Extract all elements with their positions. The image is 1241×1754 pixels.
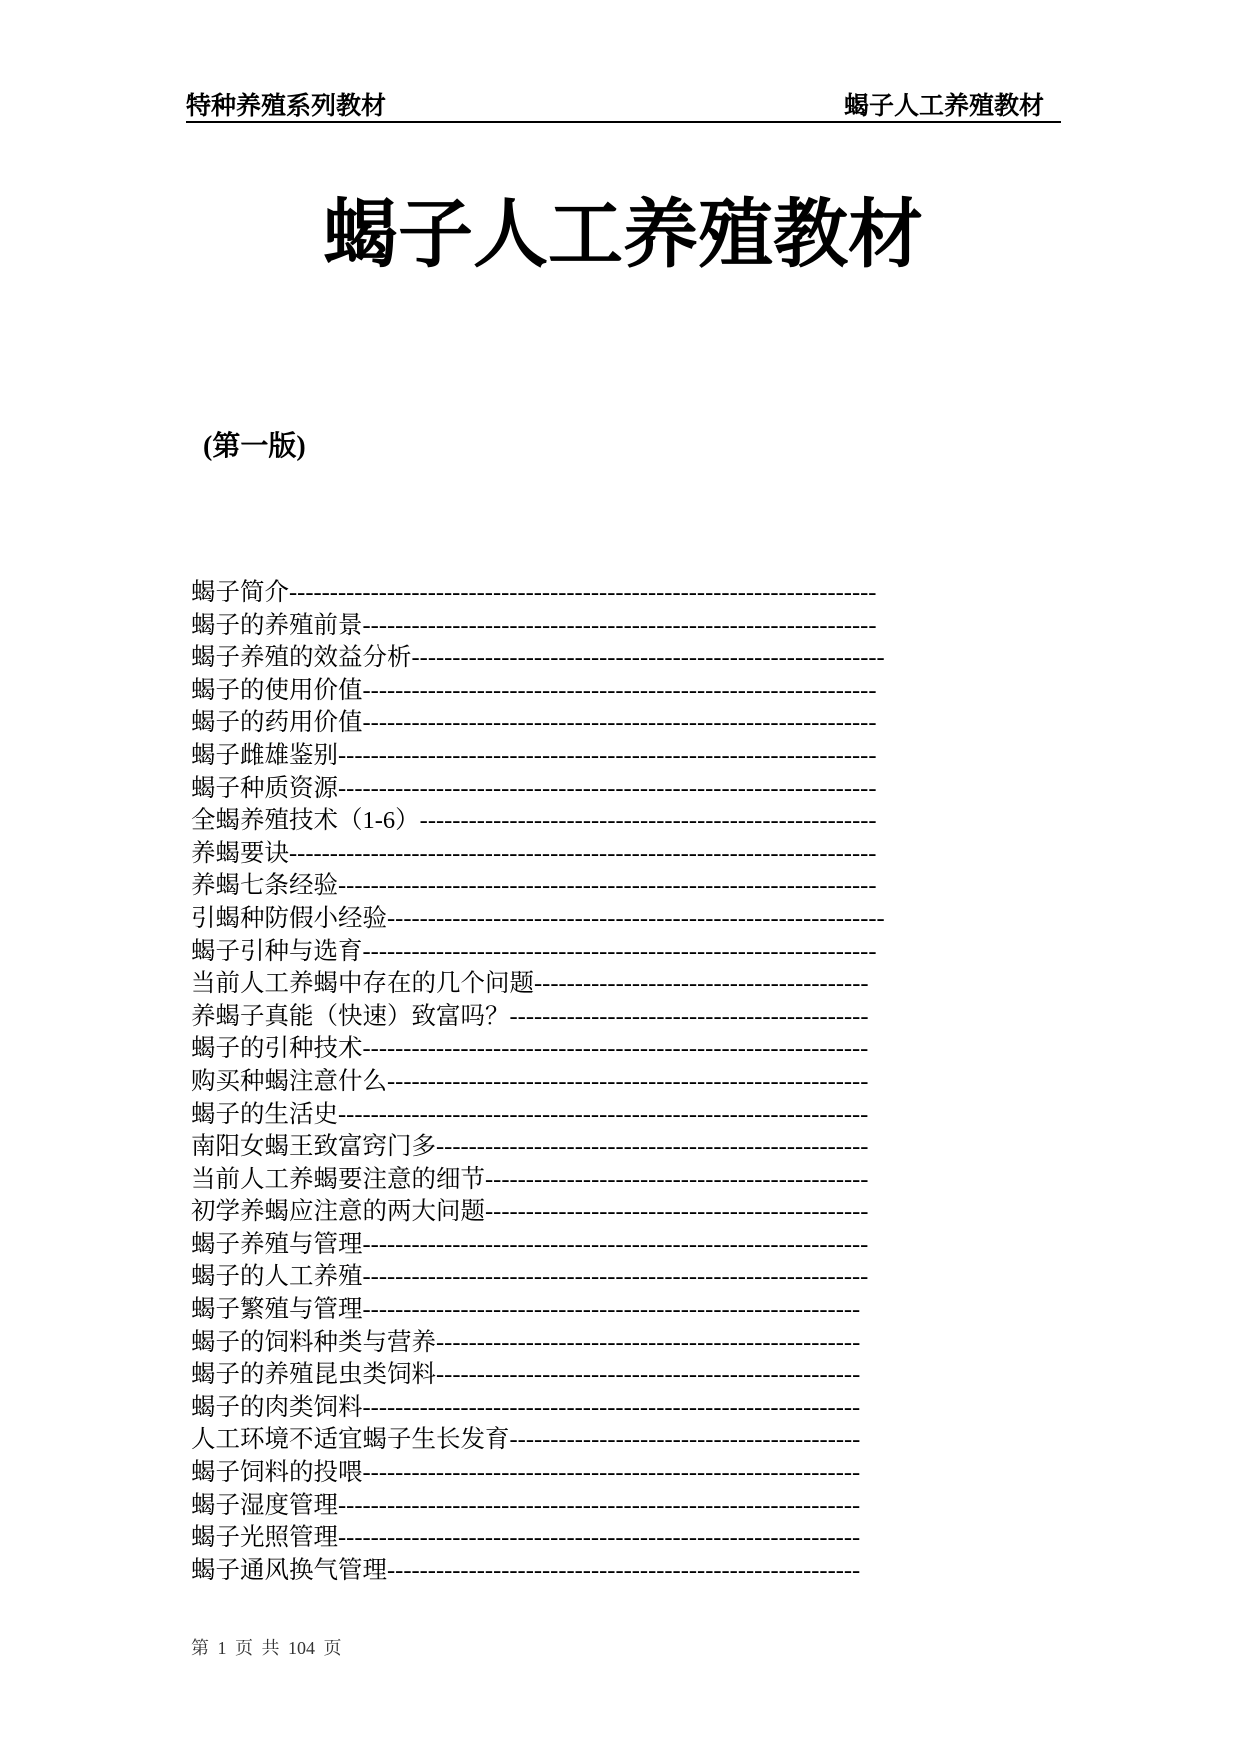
footer-page-unit: 页 <box>235 1638 253 1658</box>
toc-entry <box>191 1327 891 1360</box>
toc-dash-leader: ------------------------------------------------------------- <box>362 1459 861 1487</box>
total-pages: 104 <box>288 1638 315 1658</box>
toc-entry <box>191 610 891 643</box>
toc-entry-title: 蝎子雌雄鉴别 <box>191 741 338 769</box>
toc-entry-title: 全蝎养殖技术（1-6） <box>191 807 420 835</box>
toc-entry-title: 蝎子湿度管理 <box>191 1491 338 1519</box>
toc-dash-leader: ------------------------------------------- <box>509 1426 861 1454</box>
toc-entry <box>191 773 891 806</box>
toc-entry <box>191 1359 891 1392</box>
toc-dash-leader: ----------------------------------------------- <box>485 1198 869 1226</box>
toc-entry-title: 蝎子饲料的投喂 <box>191 1459 363 1487</box>
toc-entry <box>191 577 891 610</box>
toc-entry-title: 蝎子引种与选育 <box>191 937 363 965</box>
table-of-contents <box>191 577 891 1587</box>
toc-entry <box>191 870 891 903</box>
toc-entry-title: 人工环境不适宜蝎子生长发育 <box>191 1426 510 1454</box>
toc-entry <box>191 805 891 838</box>
toc-entry <box>191 1424 891 1457</box>
toc-dash-leader: ------------------------------------------------------------------------ <box>289 839 877 867</box>
page-number: 1 <box>217 1638 227 1658</box>
toc-entry-title: 蝎子的使用价值 <box>191 676 363 704</box>
toc-entry <box>191 1490 891 1523</box>
toc-entry <box>191 1033 891 1066</box>
toc-entry-title: 当前人工养蝎要注意的细节 <box>191 1165 485 1193</box>
toc-entry-title: 蝎子通风换气管理 <box>191 1556 387 1584</box>
edition-label: (第一版) <box>203 431 306 462</box>
toc-dash-leader: ------------------------------------------------------------------------ <box>289 579 877 606</box>
running-header-book-title: 蝎子人工养殖教材 <box>843 93 1044 120</box>
toc-entry-title: 蝎子的引种技术 <box>191 1035 363 1063</box>
toc-entry-title: 蝎子的药用价值 <box>191 709 363 737</box>
footer-total-word: 共 <box>261 1638 280 1658</box>
toc-dash-leader: --------------------------------------------------------------- <box>362 709 877 737</box>
toc-dash-leader: ---------------------------------------------------- <box>436 1361 861 1389</box>
toc-dash-leader: --------------------------------------------------------------- <box>362 676 877 704</box>
toc-dash-leader: -------------------------------------------------------- <box>419 807 877 835</box>
toc-entry <box>191 642 891 675</box>
toc-entry <box>191 968 891 1001</box>
toc-dash-leader: ----------------------------------------------------------- <box>387 1067 869 1095</box>
toc-dash-leader: ------------------------------------------------------------------ <box>338 774 877 802</box>
toc-entry-title: 养蝎七条经验 <box>191 872 338 900</box>
toc-entry <box>191 1261 891 1294</box>
toc-entry-title: 购买种蝎注意什么 <box>191 1067 387 1095</box>
footer-total-unit: 页 <box>323 1638 342 1658</box>
toc-entry <box>191 1457 891 1490</box>
toc-entry <box>191 1099 891 1132</box>
toc-dash-leader: -------------------------------------------------------------- <box>362 1263 869 1291</box>
toc-dash-leader: ------------------------------------------------------------------ <box>338 872 877 900</box>
toc-entry-title: 蝎子光照管理 <box>191 1524 338 1552</box>
toc-entry-title: 南阳女蝎王致富窍门多 <box>191 1133 436 1161</box>
document-title: 蝎子人工养殖教材 <box>322 194 923 277</box>
toc-dash-leader: ------------------------------------------------------------- <box>362 1393 861 1421</box>
toc-entry <box>191 903 891 936</box>
toc-dash-leader: --------------------------------------------------------------- <box>362 937 877 965</box>
toc-entry <box>191 1131 891 1164</box>
toc-entry <box>191 675 891 708</box>
toc-entry-title: 蝎子养殖与管理 <box>191 1230 363 1258</box>
page-footer <box>191 1636 342 1660</box>
toc-entry <box>191 1555 891 1588</box>
toc-entry-title: 蝎子的养殖昆虫类饲料 <box>191 1361 436 1389</box>
toc-dash-leader: ---------------------------------------------------------- <box>411 644 885 672</box>
toc-entry <box>191 1392 891 1425</box>
toc-dash-leader: -------------------------------------------- <box>509 1002 869 1030</box>
toc-dash-leader: ---------------------------------------------------------------- <box>338 1524 861 1552</box>
toc-entry-title: 蝎子繁殖与管理 <box>191 1296 363 1324</box>
toc-entry <box>191 838 891 871</box>
toc-dash-leader: -------------------------------------------------------------- <box>362 1230 869 1258</box>
toc-entry <box>191 1294 891 1327</box>
toc-entry <box>191 1229 891 1262</box>
toc-entry-title: 养蝎子真能（快速）致富吗？ <box>191 1002 510 1030</box>
toc-entry-title: 初学养蝎应注意的两大问题 <box>191 1198 485 1226</box>
toc-dash-leader: ------------------------------------------------------------------ <box>338 741 877 769</box>
toc-entry-title: 蝎子的饲料种类与营养 <box>191 1328 436 1356</box>
toc-entry-title: 蝎子的生活史 <box>191 1100 338 1128</box>
toc-entry <box>191 740 891 773</box>
toc-dash-leader: ------------------------------------------------------------- <box>362 1296 861 1324</box>
toc-dash-leader: -------------------------------------------------------------- <box>362 1035 869 1063</box>
toc-dash-leader: ---------------------------------------------------------- <box>387 1556 861 1584</box>
toc-entry <box>191 1522 891 1555</box>
toc-entry-title: 蝎子的养殖前景 <box>191 611 363 639</box>
toc-entry <box>191 1164 891 1197</box>
toc-dash-leader: ---------------------------------------------------- <box>436 1328 861 1356</box>
toc-dash-leader: ------------------------------------------------------------- <box>387 904 885 932</box>
toc-entry <box>191 1001 891 1034</box>
toc-entry <box>191 707 891 740</box>
toc-dash-leader: ----------------------------------------------------- <box>436 1133 869 1161</box>
toc-dash-leader: ----------------------------------------------- <box>485 1165 869 1193</box>
toc-entry <box>191 936 891 969</box>
toc-dash-leader: --------------------------------------------------------------- <box>362 611 877 639</box>
toc-entry <box>191 1196 891 1229</box>
toc-dash-leader: ----------------------------------------------------------------- <box>338 1100 869 1128</box>
toc-entry-title: 蝎子养殖的效益分析 <box>191 644 412 672</box>
toc-entry-title: 当前人工养蝎中存在的几个问题 <box>191 970 534 998</box>
toc-entry-title: 蝎子的人工养殖 <box>191 1263 363 1291</box>
toc-entry-title: 引蝎种防假小经验 <box>191 904 387 932</box>
toc-entry-title: 蝎子种质资源 <box>191 774 338 802</box>
toc-entry-title: 蝎子的肉类饲料 <box>191 1393 363 1421</box>
toc-entry-title: 养蝎要诀 <box>191 839 289 867</box>
footer-page-word: 第 <box>191 1638 209 1658</box>
toc-dash-leader: ---------------------------------------------------------------- <box>338 1491 861 1519</box>
toc-dash-leader: ----------------------------------------- <box>534 970 869 998</box>
toc-entry <box>191 1066 891 1099</box>
running-header-series: 特种养殖系列教材 <box>186 93 387 120</box>
toc-entry-title: 蝎子简介 <box>191 579 289 606</box>
header-rule <box>186 121 1061 123</box>
